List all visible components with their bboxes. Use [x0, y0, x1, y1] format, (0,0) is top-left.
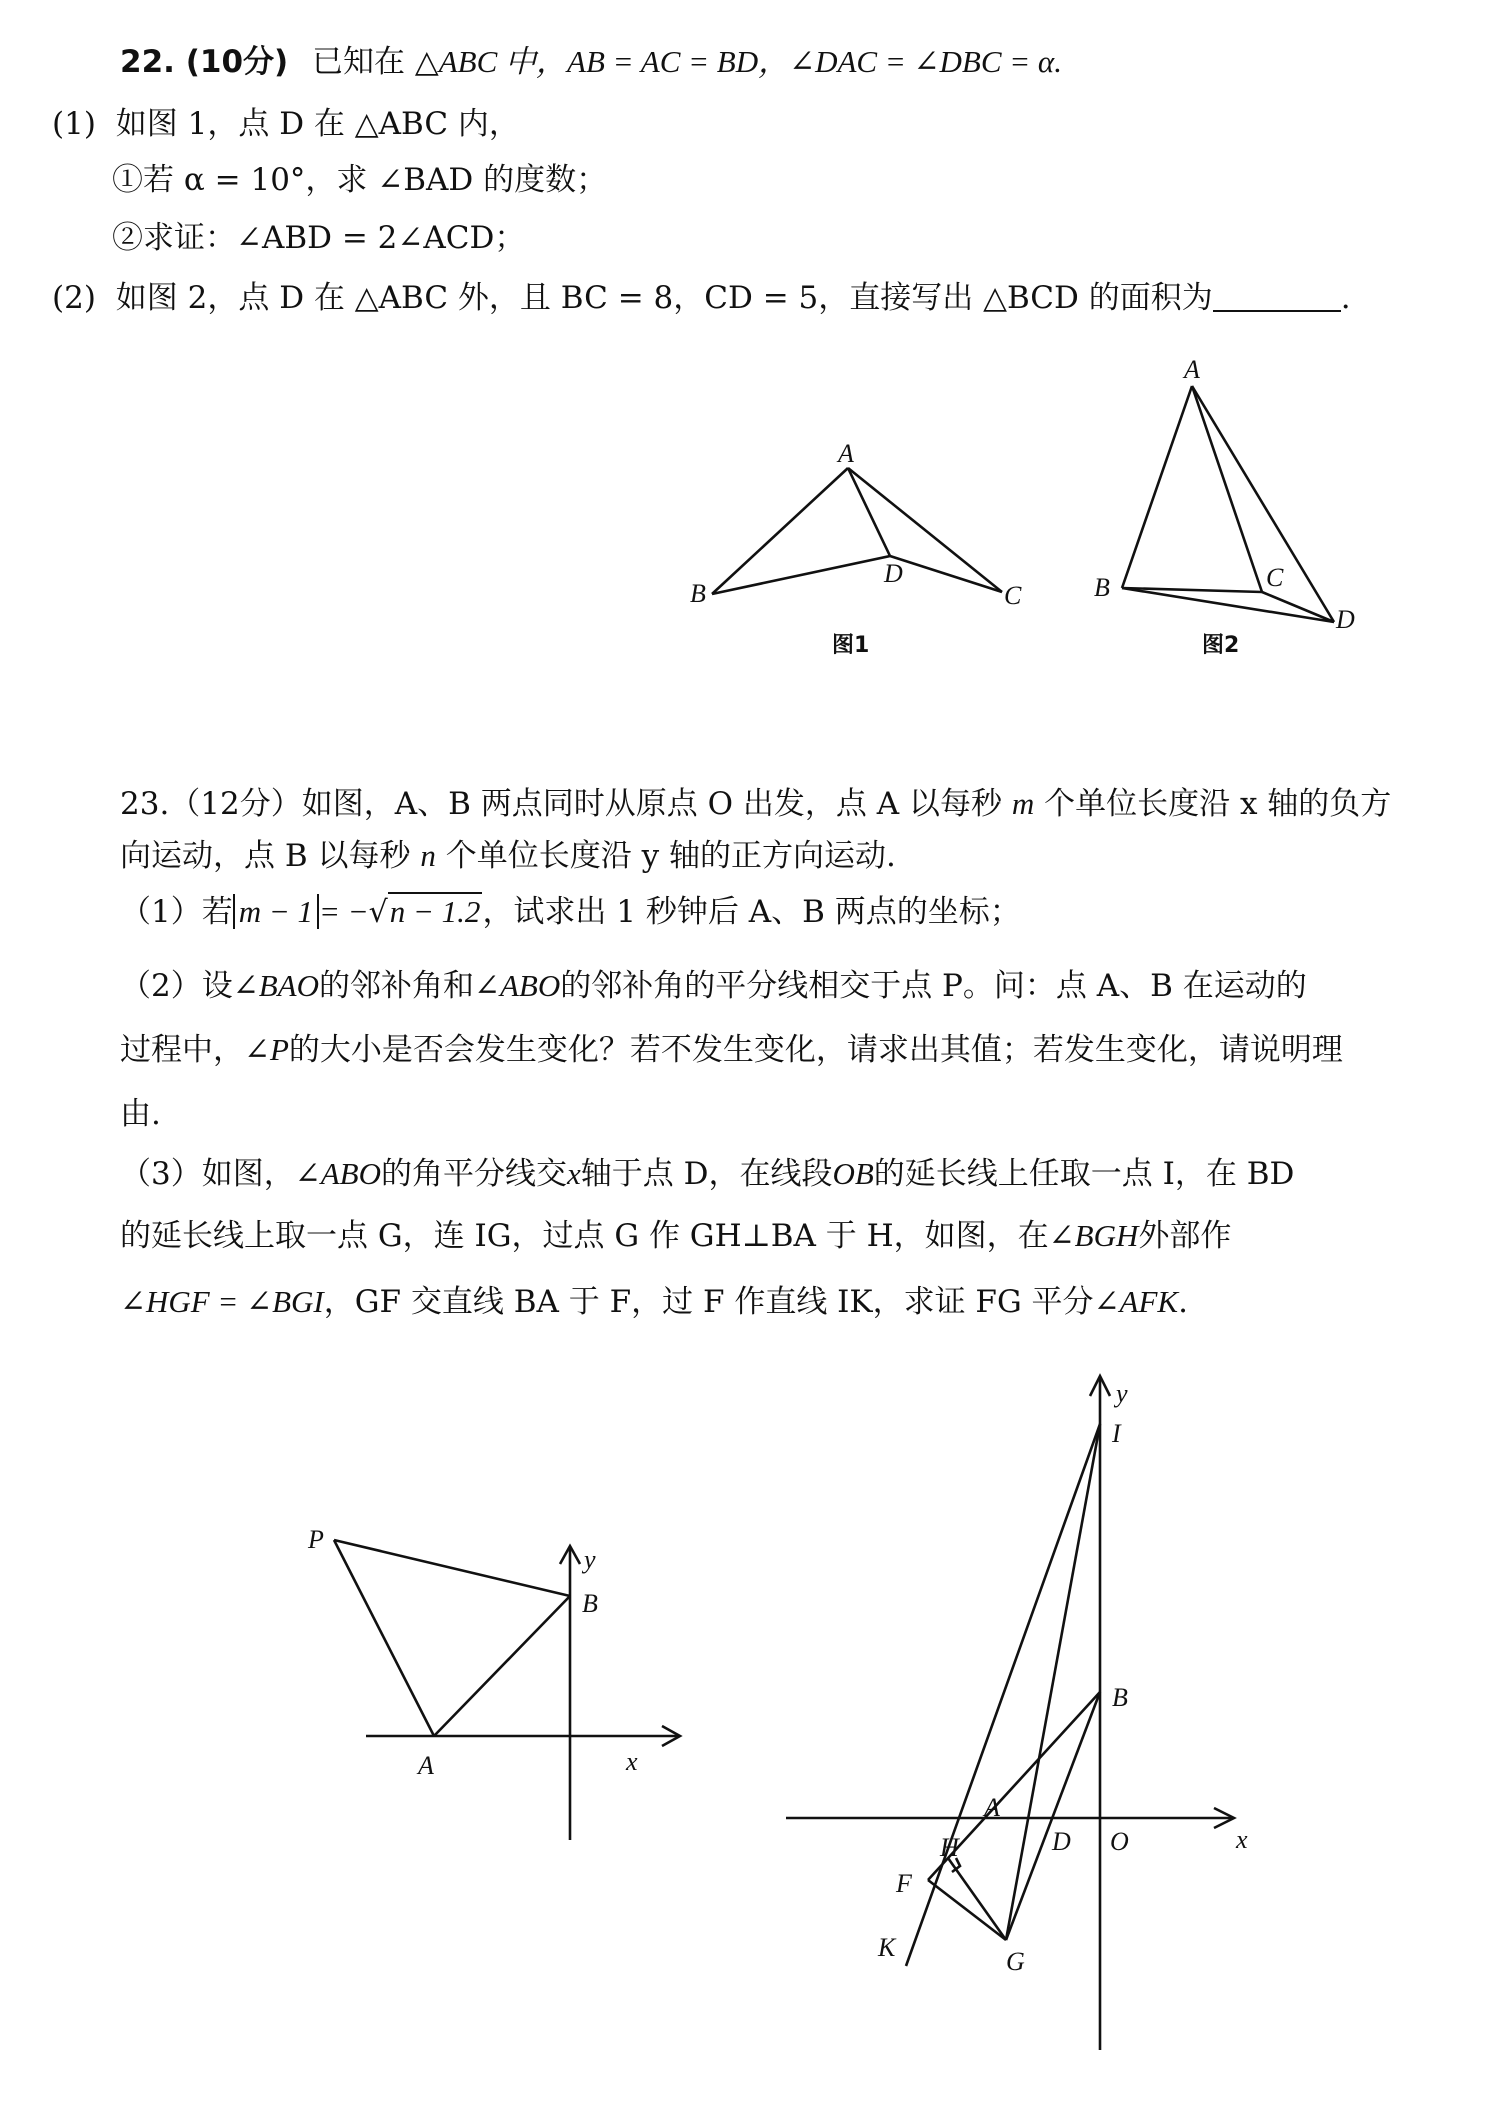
fig4-line-FG: [928, 1880, 1006, 1940]
q23-p3-l3-ang: ∠AFK: [1093, 1284, 1179, 1319]
q23-var-m: m: [1011, 786, 1035, 821]
q22-part2-label: (2): [52, 280, 96, 316]
q23-p3-l1-d: 的延长线上任取一点 I，在 BD: [873, 1156, 1295, 1192]
fig1-label-B: B: [690, 579, 706, 608]
fig1-label-D: D: [884, 559, 903, 588]
q23-p3-l3-end: .: [1178, 1284, 1188, 1320]
fig4-line-BG: [1006, 1692, 1100, 1940]
q23-p3-l2-b: 外部作: [1138, 1218, 1232, 1254]
q22-part1-text: 如图 1，点 D 在 △ABC 内，: [115, 106, 520, 142]
q23-p3-l1-x: x: [566, 1156, 581, 1191]
q23-part1-b: ，试求出 1 秒钟后 A、B 两点的坐标；: [482, 894, 1021, 930]
fig2-label-D: D: [1336, 605, 1355, 634]
fig4-label-A: A: [984, 1793, 1000, 1822]
fig4-label-I: I: [1112, 1419, 1121, 1448]
q23-p3-l3-eq: ∠HGF = ∠BGI: [120, 1284, 324, 1319]
fig2-label-B: B: [1094, 573, 1110, 602]
q23-p3-l1-c: 轴于点 D，在线段: [580, 1156, 833, 1192]
q23-p3-l1-ang: ∠ABO: [294, 1156, 381, 1191]
q23-p2-l1-b: 的邻补角和: [318, 968, 474, 1004]
q23-p2-l1-ang1: ∠BAO: [232, 968, 319, 1003]
q22-part1-label: (1): [52, 106, 96, 142]
q22-part1b: ②求证：∠ABD = 2∠ACD；: [112, 220, 526, 256]
q23-p2-l1-a: （2）设: [120, 968, 233, 1004]
q23-p3-l1-a: （3）如图，: [120, 1156, 295, 1192]
q23-line2-a: 向运动，点 B 以每秒: [120, 838, 411, 874]
fig2-label-C: C: [1266, 563, 1284, 592]
fig4-label-K: K: [878, 1933, 896, 1962]
q23-p2-l1-ang2: ∠ABO: [473, 968, 561, 1003]
fig3-label-P: P: [308, 1525, 324, 1554]
fig2-label-A: A: [1184, 355, 1200, 384]
fig3-label-y: y: [584, 1545, 596, 1574]
fig4-label-x: x: [1236, 1825, 1248, 1854]
fig4-label-B: B: [1112, 1683, 1128, 1712]
q23-part1-sqrt: n − 1.2: [389, 894, 481, 929]
fig4-label-F: F: [896, 1869, 912, 1898]
fig1-caption: 图1: [832, 633, 870, 658]
q23-part1-a: （1）若: [120, 894, 233, 930]
q23-p3-l1-ob: OB: [832, 1156, 874, 1191]
fig3-label-x: x: [626, 1747, 638, 1776]
q23-part1-eq: = −: [319, 894, 369, 929]
q23-p3-l1-b: 的角平分线交: [380, 1156, 567, 1192]
fig4-label-H: H: [940, 1833, 959, 1862]
q22-number: 22. (10分): [120, 44, 289, 80]
q23-part1: （1）若 m − 1 = −√n − 1.2，试求出 1 秒钟后 A、B 两点的坐标；: [120, 894, 1021, 930]
q22-part1a: ①若 α = 10°，求 ∠BAD 的度数；: [112, 162, 608, 198]
q23-p2-l2-ang: ∠P: [244, 1032, 289, 1067]
fig3-line-AB: [434, 1596, 570, 1736]
fig4-label-D: D: [1052, 1827, 1071, 1856]
fig3-line-PA: [334, 1540, 434, 1736]
fig1-label-A: A: [838, 439, 854, 468]
q22-stem-prefix: 已知在: [312, 44, 406, 80]
q22-part2-text: 如图 2，点 D 在 △ABC 外，且 BC = 8，CD = 5，直接写出 △BCD 的面积为: [115, 280, 1213, 316]
fig1-label-C: C: [1004, 581, 1022, 610]
fig3-label-A: A: [418, 1751, 434, 1780]
q23-p2-l2-a: 过程中，: [120, 1032, 244, 1068]
fig4-line-IG: [1006, 1424, 1100, 1940]
q23-part1-abs: m − 1: [233, 894, 319, 929]
q23-header: 23.（12分）如图，A、B 两点同时从原点 O 出发，点 A 以每秒: [120, 786, 1002, 822]
q22-part2-end: .: [1340, 280, 1351, 316]
fig3-line-PB: [334, 1540, 570, 1596]
q23-var-n: n: [420, 838, 436, 873]
q23-part2-line3: 由.: [120, 1096, 161, 1132]
q23-p2-l2-b: 的大小是否会发生变化？若不发生变化，请求出其值；若发生变化，请说明理: [288, 1032, 1343, 1068]
fig4-label-G: G: [1006, 1947, 1025, 1976]
fig4-label-O: O: [1110, 1827, 1129, 1856]
q23-p3-l3-a: ，GF 交直线 BA 于 F，过 F 作直线 IK，求证 FG 平分: [323, 1284, 1094, 1320]
q22-stem-math: △ABC 中，AB = AC = BD，∠DAC = ∠DBC = α.: [414, 44, 1062, 79]
fig3-label-B: B: [582, 1589, 598, 1618]
q23-header-mid: 个单位长度沿 x 轴的负方: [1044, 786, 1392, 822]
fig4-label-y: y: [1116, 1379, 1128, 1408]
q23-p3-l2-a: 的延长线上取一点 G，连 IG，过点 G 作 GH⊥BA 于 H，如图，在: [120, 1218, 1049, 1254]
q23-p2-l1-c: 的邻补角的平分线相交于点 P。问：点 A、B 在运动的: [560, 968, 1307, 1004]
fig4-line-HG: [948, 1858, 1006, 1940]
fig2-caption: 图2: [1202, 633, 1240, 658]
q23-line2-b: 个单位长度沿 y 轴的正方向运动.: [445, 838, 896, 874]
q23-p3-l2-ang: ∠BGH: [1048, 1218, 1139, 1253]
